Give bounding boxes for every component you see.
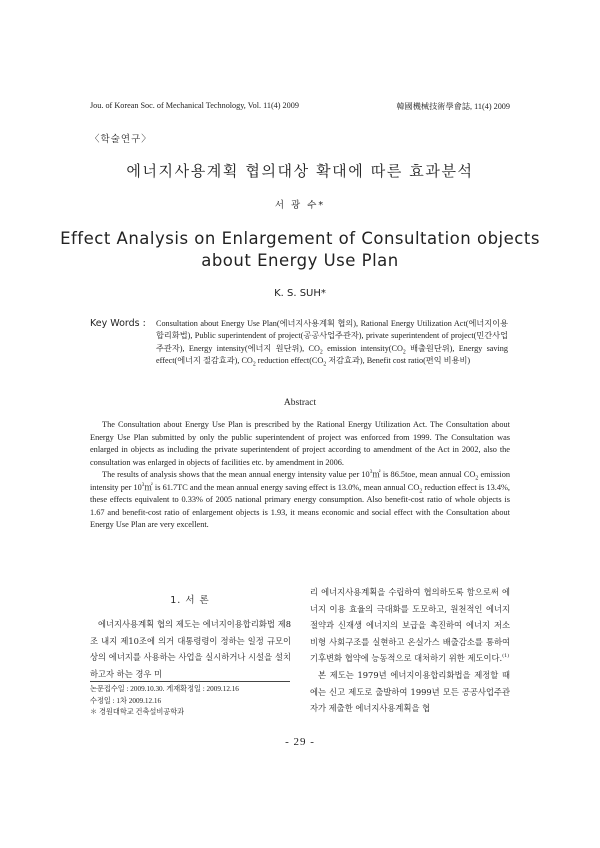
body-paragraph: 리 에너지사용계획을 수립하여 협의하도록 함으로써 에너지 이용 효율의 극대화를 도모하고, 원천적인 에너지 절약과 신재생 에너지의 보급을 촉진하여 에너지 저소비형 사회구조를 실현하고 온실가스 배출감소를 통하여 기후변화 협약에 능동적으로 대처하기 위한 제도이다.$^{(1)}$ bbox=[310, 587, 510, 664]
title-korean: 에너지사용계획 협의대상 확대에 따른 효과분석 bbox=[126, 162, 474, 180]
title-english bbox=[0, 228, 600, 272]
author-korean: 서 광 수* bbox=[274, 200, 326, 211]
running-header-left: Jou. of Korean Soc. of Mechanical Technology, Vol. 11(4) 2009 bbox=[90, 101, 299, 110]
footnote-revised: 수정일 : 1차 2009.12.16 bbox=[90, 696, 162, 705]
footnotes bbox=[90, 684, 300, 719]
abstract-heading: Abstract bbox=[283, 398, 317, 408]
section-heading-introduction: 1. 서 론 bbox=[170, 595, 210, 606]
reference-marker: (1) bbox=[502, 653, 510, 660]
abstract-paragraph-2: The results of analysis shows that the mean annual energy intensity value per $10^3㎡$ is 86.5toe, mean annual $CO_2$ emission intensity per $10^3㎡$ is 61.7TC and the mean annual energy saving effect is 13.0%, mean annual $CO_2$ reduction effect is 13.4%, these effects equivalent to 0.33% of 2005 national primary energy consumption. Also benefit-cost ratio of whole objects is 1.67 and benefit-cost ratio of enlargement objects is 1.93, it means economic and social effect with the Consultation about Energy Use Plan are very excellent. bbox=[90, 470, 511, 529]
title-english-line1: Effect Analysis on Enlargement of Consultation objects bbox=[60, 229, 540, 248]
body-right-column bbox=[310, 584, 510, 717]
keywords-label: Key Words : bbox=[90, 318, 146, 329]
keywords-text: Consultation about Energy Use Plan(에너지사용계획 협의), Rational Energy Utilization Act(에너지이용합리화법), Public superintendent of project(공공사업주관자), private superintendent of project(민간사업주관자), Energy intensity(에너지 원단위), $CO_2$ emission $intensity(CO_2$ 배출원단위), Energy saving effect(에너지 절감효과), $CO_2$ reduction $effect(CO_2$ 저감효과), Benefit cost ratio(편익 비용비) bbox=[156, 319, 508, 368]
body-left-column bbox=[90, 616, 291, 682]
running-header-right: 韓國機械技術學會誌, 11(4) 2009 bbox=[396, 102, 510, 111]
abstract-paragraph-1: The Consultation about Energy Use Plan is prescribed by the Rational Energy Utilization Act. The Consultation about Energy Use Plan submitted by only the public superintendent of project was enforced from 1999. The Consultation was enlarged in objects as including the private superintendent of project according to amendment of the Act in 2002, also the consultation was enlarged in objects of facilities etc. by amendment in 2006. bbox=[90, 420, 510, 467]
abstract-body bbox=[90, 419, 510, 532]
body-paragraph: 에너지사용계획 협의 제도는 에너지이용합리화법 제8조 내지 제10조에 의거 대통령령이 정하는 일정 규모이상의 에너지를 사용하는 사업을 실시하거나 시설을 설치하고자 하는 경우 미 bbox=[90, 619, 291, 679]
title-english-line2: about Energy Use Plan bbox=[201, 251, 399, 270]
page-number: - 29 - bbox=[285, 736, 315, 748]
author-english: K. S. SUH* bbox=[274, 288, 326, 299]
footnote-rule bbox=[90, 681, 290, 682]
footnote-affiliation: ＊ 경원대학교 건축설비공학과 bbox=[90, 708, 185, 716]
section-tag: 〈학술연구〉 bbox=[90, 134, 152, 145]
footnote-received: 논문접수일 : 2009.10.30. 게재확정일 : 2009.12.16 bbox=[90, 685, 239, 693]
body-paragraph: 본 제도는 1979년 에너지이용합리화법을 제정할 때에는 신고 제도로 출발하여 1999년 모든 공공사업주관자가 제출한 에너지사용계획을 협 bbox=[310, 669, 510, 714]
